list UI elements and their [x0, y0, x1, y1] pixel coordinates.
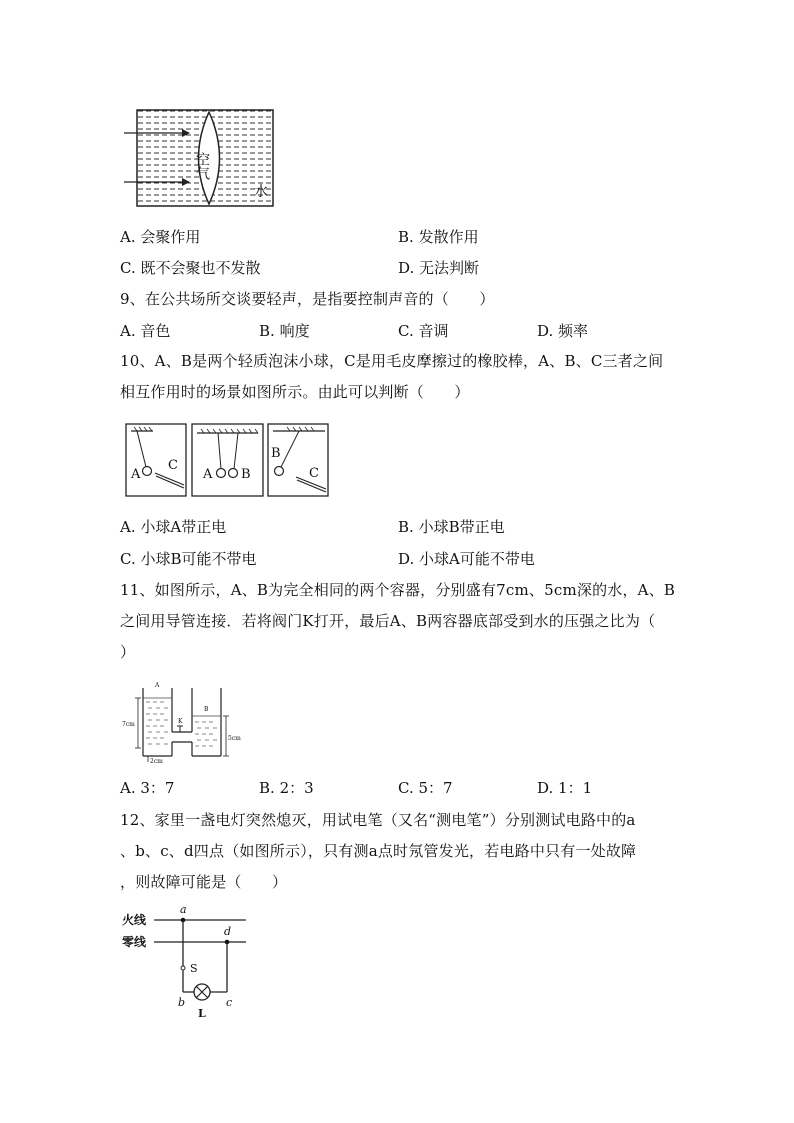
height-5cm-label: 5cm [228, 735, 241, 742]
q9-option-d[interactable] [537, 321, 588, 341]
option-letter: A. [120, 228, 136, 246]
q8-option-a[interactable] [120, 227, 200, 247]
neutral-wire-label: 零线 [122, 935, 147, 949]
water-label: 水 [254, 184, 268, 200]
option-letter: A. [120, 518, 136, 536]
height-2cm-label: 2cm [150, 758, 163, 765]
option-letter: C. [120, 550, 136, 568]
q10-option-a[interactable] [120, 517, 226, 537]
container-b-label: B [204, 706, 209, 713]
q11-option-c[interactable] [398, 778, 453, 798]
q8-option-b[interactable] [398, 227, 479, 247]
option-letter: A. [120, 779, 136, 797]
point-d-label: d [224, 925, 232, 938]
rod-c-label: C [309, 466, 319, 481]
option-letter: C. [398, 779, 414, 797]
rod-c-label: C [168, 458, 178, 473]
q9-option-c[interactable] [398, 321, 449, 341]
q12-stem-line2: 、b、c、d四点（如图所示），只有测a点时氖管发光，若电路中只有一处故障 [120, 842, 637, 860]
q9-option-b[interactable] [259, 321, 310, 341]
q10-option-b[interactable] [398, 517, 505, 537]
ball-a-label: A [131, 467, 141, 482]
option-letter: B. [398, 518, 414, 536]
q10-stem-line1: 10、A、B是两个轻质泡沫小球，C是用毛皮摩擦过的橡胶棒，A、B、C三者之间 [120, 352, 664, 370]
q12-stem-line3: ，则故障可能是（ ） [120, 873, 288, 891]
option-text: 响度 [279, 322, 310, 340]
option-text: 小球B可能不带电 [140, 550, 257, 568]
connected-containers-figure [122, 680, 242, 770]
ball-a-label: A [203, 467, 213, 482]
option-text: 音调 [418, 322, 449, 340]
option-text: 2：3 [279, 779, 314, 797]
option-letter: C. [398, 322, 414, 340]
point-c-label: c [226, 996, 233, 1009]
option-text: 小球A可能不带电 [419, 550, 535, 568]
q11-stem-line3: ） [120, 643, 136, 661]
point-b-label: b [178, 996, 186, 1009]
option-text: 发散作用 [418, 228, 479, 246]
option-text: 无法判断 [419, 259, 480, 277]
option-text: 5：7 [418, 779, 453, 797]
lamp-l-label: L [198, 1007, 206, 1020]
point-a-label: a [180, 903, 187, 916]
live-wire-label: 火线 [122, 913, 147, 927]
option-letter: C. [120, 259, 136, 277]
q11-option-a[interactable] [120, 778, 174, 798]
valve-k-label: K [178, 718, 183, 725]
circuit-figure [122, 902, 252, 1020]
option-letter: B. [259, 322, 275, 340]
charged-balls-figure [125, 423, 331, 498]
q11-option-d[interactable] [537, 778, 592, 798]
option-letter: B. [398, 228, 414, 246]
option-letter: D. [537, 322, 554, 340]
option-text: 3：7 [140, 779, 175, 797]
option-text: 小球A带正电 [140, 518, 227, 536]
container-a-label: A [155, 682, 160, 689]
option-letter: D. [398, 259, 415, 277]
option-letter: A. [120, 322, 136, 340]
option-letter: B. [259, 779, 275, 797]
q10-option-c[interactable] [120, 549, 257, 569]
air-label: 空气 [194, 152, 210, 180]
q8-option-d[interactable] [398, 258, 479, 278]
option-text: 既不会聚也不发散 [140, 259, 261, 277]
q9-stem: 9、在公共场所交谈要轻声，是指要控制声音的（ ） [120, 290, 495, 308]
air-lens-figure [122, 108, 282, 210]
q12-stem-line1: 12、家里一盏电灯突然熄灭，用试电笔（又名“测电笔”）分别测试电路中的a [120, 811, 636, 829]
option-text: 1：1 [558, 779, 593, 797]
option-letter: D. [398, 550, 415, 568]
q11-stem-line1: 11、如图所示，A、B为完全相同的两个容器，分别盛有7cm、5cm深的水，A、B [120, 581, 676, 599]
option-text: 会聚作用 [140, 228, 201, 246]
q11-option-b[interactable] [259, 778, 314, 798]
option-text: 音色 [140, 322, 171, 340]
height-7cm-label: 7cm [122, 721, 135, 728]
switch-s-label: S [190, 962, 198, 975]
ball-b-label: B [241, 467, 251, 482]
q8-option-c[interactable] [120, 258, 261, 278]
option-letter: D. [537, 779, 554, 797]
q10-stem-line2: 相互作用时的场景如图所示。由此可以判断（ ） [120, 383, 470, 401]
q11-stem-line2: 之间用导管连接．若将阀门K打开，最后A、B两容器底部受到水的压强之比为（ [120, 612, 656, 630]
option-text: 频率 [558, 322, 589, 340]
q9-option-a[interactable] [120, 321, 170, 341]
ball-b-label: B [271, 446, 281, 461]
q10-option-d[interactable] [398, 549, 535, 569]
option-text: 小球B带正电 [418, 518, 505, 536]
